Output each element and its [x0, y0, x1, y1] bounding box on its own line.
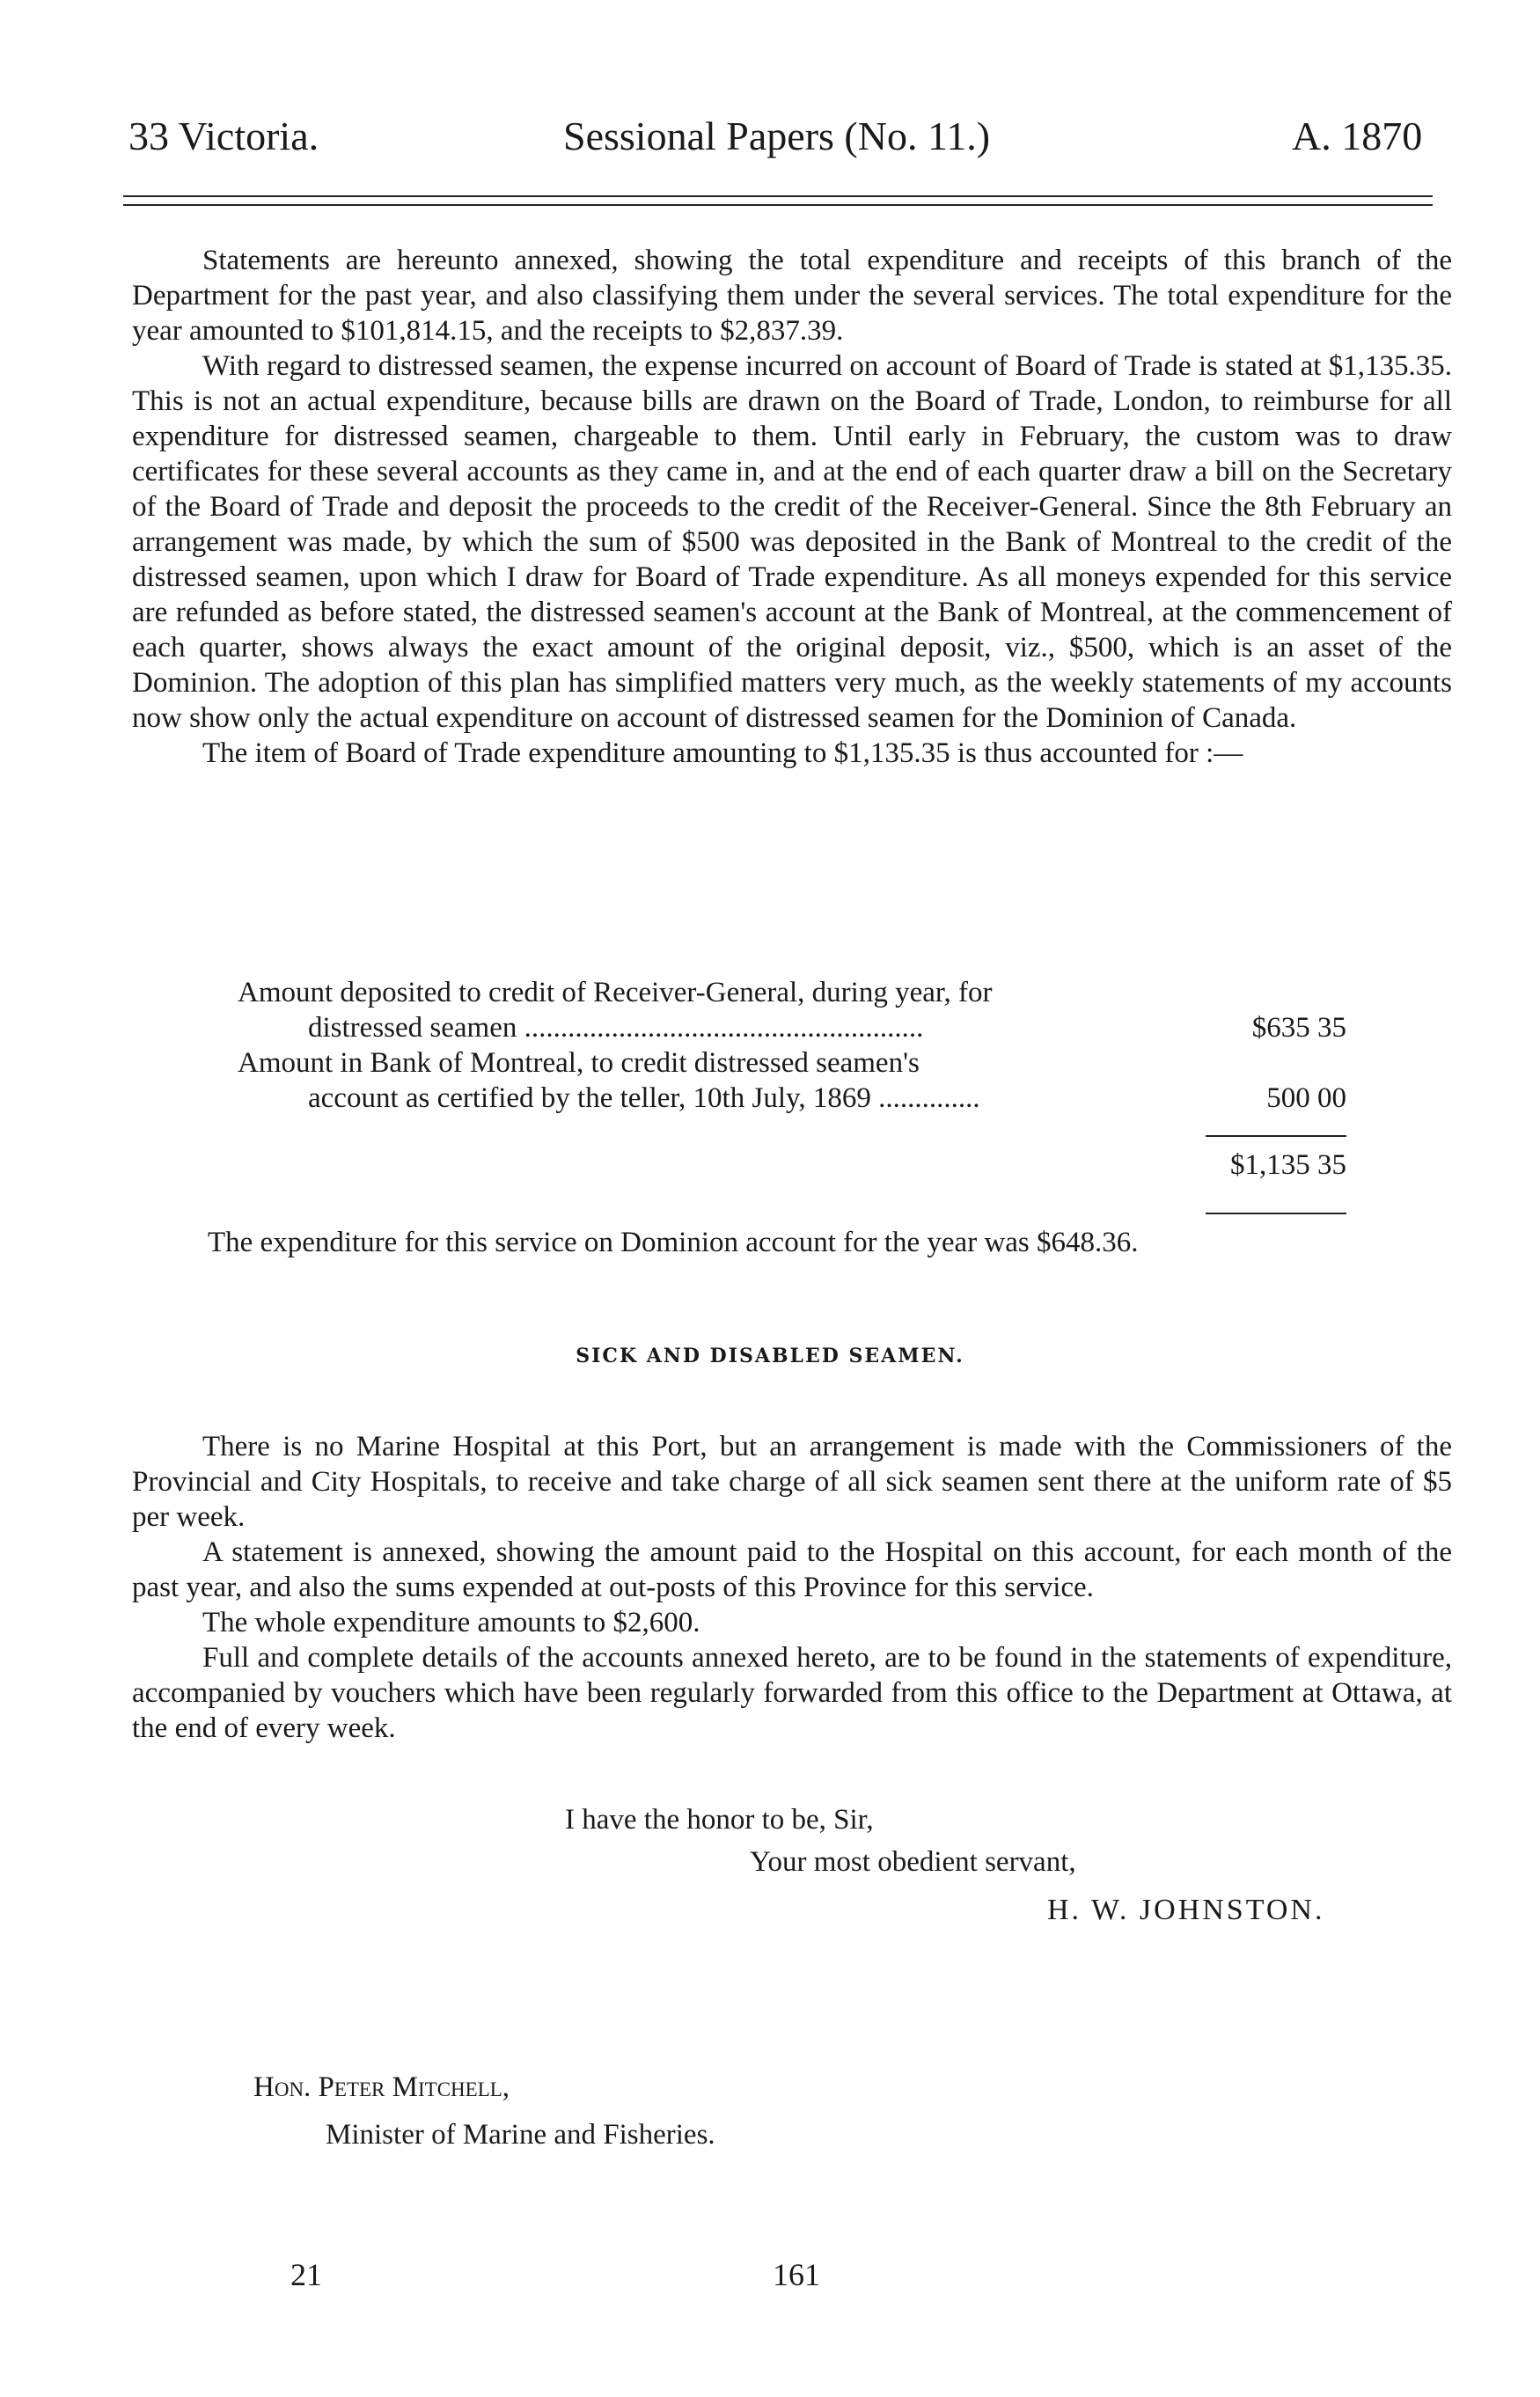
header-rule-bottom [123, 204, 1433, 206]
leader-dots: .............. [870, 1082, 980, 1114]
sick-paragraph-1: There is no Marine Hospital at this Port, but an arrangement is made with the Commissioners of the Provincial and City Hospitals, to receive and take charge of all sick seamen sent there at the uniform rate of $5 per week. [132, 1431, 1452, 1533]
header-left: 33 Victoria. [128, 114, 319, 158]
intro-paragraph-1: Statements are hereunto annexed, showing the total expenditure and receipts of this branch of the Department for the past year, and also classifying them under the several services. The total expenditure for the year amounted to $101,814.15, and the receipts to $2,837.39. [132, 245, 1452, 347]
sum-rule-bottom [1206, 1213, 1346, 1214]
closing-honor: I have the honor to be, Sir, [565, 1804, 874, 1836]
account-row-1-label: Amount deposited to credit of Receiver-General, during year, for [238, 977, 993, 1008]
account-row-2-line-2 [238, 1081, 1346, 1116]
header-right: A. 1870 [1292, 114, 1423, 158]
account-total: $1,135 35 [1230, 1149, 1346, 1181]
closing-servant: Your most obedient servant, [750, 1846, 1076, 1878]
account-row-1-amount: $635 35 [1251, 1012, 1346, 1044]
footer-left-number: 21 [290, 2257, 322, 2292]
account-row-2-label-cont: account as certified by the teller, 10th July, 1869 [308, 1082, 871, 1114]
account-total-row [238, 1147, 1346, 1183]
addressee-title: Minister of Marine and Fisheries. [326, 2119, 715, 2151]
account-table [238, 975, 1346, 1183]
account-row-2-line-1 [238, 1045, 1346, 1081]
intro-paragraph-2: With regard to distressed seamen, the expense incurred on account of Board of Trade is stated at $1,135.35. This is not an actual expenditure, because bills are drawn on the Board of Trade, London, to reimburse for all expenditure for distressed seamen, chargeable to them. Until early in February, the custom was to draw certificates for these several accounts as they came in, and at the end of each quarter draw a bill on the Secretary of the Board of Trade and deposit the proceeds to the credit of the Receiver-General. Since the 8th February an arrangement was made, by which the sum of $500 was deposited in the Bank of Montreal to the credit of the distressed seamen, upon which I draw for Board of Trade expenditure. As all moneys expended for this service are refunded as before stated, the distressed seamen's account at the Bank of Montreal, at the commencement of each quarter, shows always the exact amount of the original deposit, viz., $500, which is an asset of the Dominion. The adoption of this plan has simplified matters very much, as the weekly statements of my accounts now show only the actual expenditure on account of distressed seamen for the Dominion of Canada. [132, 350, 1452, 734]
dominion-expenditure [132, 1225, 1452, 1260]
sum-rule-top [1206, 1135, 1346, 1137]
section-heading: SICK AND DISABLED SEAMEN. [576, 1345, 964, 1367]
sick-paragraph-4: Full and complete details of the accounts annexed hereto, are to be found in the statements of expenditure, accompanied by vouchers which have been regularly forwarded from this office to the Department at Ottawa, at the end of every week. [132, 1642, 1452, 1744]
account-row-1-line-2 [238, 1010, 1346, 1045]
account-row-1-label-cont: distressed seamen [308, 1012, 517, 1044]
leader-dots: ....................................................... [517, 1012, 924, 1044]
signature: H. W. JOHNSTON. [1047, 1894, 1325, 1926]
page-number: 161 [773, 2257, 820, 2292]
header-rule-top [123, 195, 1433, 197]
addressee-name: Hon. Peter Mitchell, [253, 2071, 510, 2103]
header-center: Sessional Papers (No. 11.) [563, 114, 991, 158]
intro-paragraph-3: The item of Board of Trade expenditure amounting to $1,135.35 is thus accounted for :— [202, 737, 1243, 769]
account-row-1-line-1 [238, 975, 1346, 1010]
dominion-line: The expenditure for this service on Dominion account for the year was $648.36. [208, 1227, 1139, 1258]
sick-paragraph-3: The whole expenditure amounts to $2,600. [202, 1607, 700, 1638]
sick-paragraph-2: A statement is annexed, showing the amount paid to the Hospital on this account, for each month of the past year, and also the sums expended at out-posts of this Province for this service. [132, 1536, 1452, 1603]
account-row-2-label: Amount in Bank of Montreal, to credit distressed seamen's [238, 1047, 920, 1079]
intro-text [132, 243, 1452, 771]
sick-seamen-text [132, 1429, 1452, 1746]
account-row-2-amount: 500 00 [1266, 1082, 1346, 1114]
